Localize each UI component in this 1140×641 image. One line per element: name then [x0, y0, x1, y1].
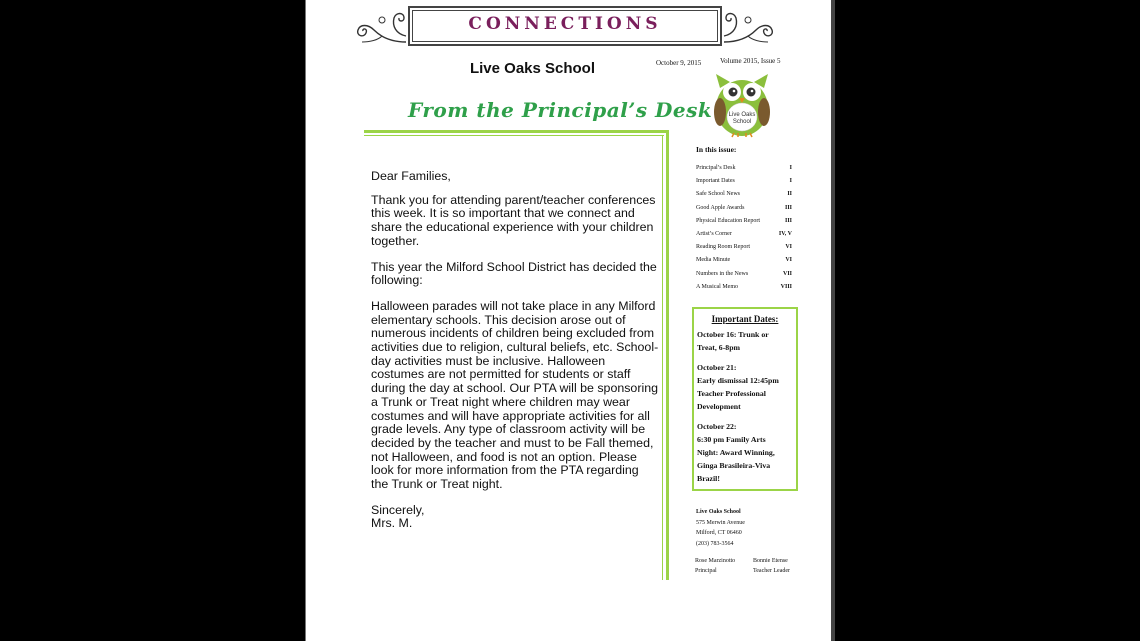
letter-signature: Mrs. M. — [371, 516, 413, 531]
toc-item[interactable] — [696, 191, 792, 204]
date-entry-line: October 22: — [697, 422, 737, 431]
principal-letter — [371, 170, 659, 531]
staff-role: Teacher Leader — [753, 568, 791, 574]
toc-item-page: VIII — [780, 283, 792, 290]
table-of-contents — [696, 165, 792, 297]
toc-item[interactable] — [696, 218, 792, 231]
issue-date: October 9, 2015 — [656, 59, 702, 67]
toc-item[interactable] — [696, 205, 792, 218]
green-rule-top-inner — [364, 135, 664, 136]
date-entry — [694, 361, 796, 413]
staff-entry-principal — [695, 556, 735, 576]
toc-item-label: Important Dates — [696, 178, 735, 185]
masthead-box — [408, 6, 722, 46]
owl-text-line1: Live Oaks — [728, 112, 756, 118]
toc-item-label: Artist’s Corner — [696, 230, 732, 237]
toc-item-page: VII — [782, 270, 792, 277]
owl-logo-icon — [708, 70, 776, 138]
address-name: Live Oaks School — [696, 509, 741, 515]
toc-item[interactable] — [696, 165, 792, 178]
green-rule-right — [666, 130, 669, 580]
date-entry-line: Night: Award Winning, — [697, 448, 775, 457]
toc-title: In this issue: — [696, 145, 737, 154]
letter-paragraph: Thank you for attending parent/teacher conferences this week. It is so important that we connect and share the educational experience with your children together. — [371, 192, 656, 248]
date-entry-line: Teacher Professional — [697, 389, 766, 398]
toc-item-page: I — [789, 165, 792, 171]
toc-item-label: Principal’s Desk — [696, 165, 736, 171]
address-phone: (203) 783-3564 — [696, 540, 734, 547]
date-entry-line: Development — [697, 402, 741, 411]
toc-item-page: VI — [785, 257, 792, 264]
date-entry-line: Treat, 6-8pm — [697, 343, 741, 352]
school-address — [696, 507, 745, 549]
section-title: From the Principal’s Desk — [408, 98, 713, 122]
staff-entry-teacher-leader — [753, 556, 790, 576]
toc-item-page: II — [787, 191, 792, 198]
toc-item-page: VI — [785, 244, 792, 251]
staff-name: Rose Marzinotto — [695, 558, 736, 564]
toc-item-label: Good Apple Awards — [696, 204, 745, 211]
toc-item-label: A Musical Memo — [696, 283, 738, 290]
toc-item-page: IV, V — [778, 230, 792, 237]
date-entry — [694, 328, 796, 354]
date-entry-line: Early dismissal 12:45pm — [697, 376, 779, 385]
toc-item-label: Numbers in the News — [696, 270, 749, 277]
toc-item[interactable] — [696, 231, 792, 244]
masthead-title: CONNECTIONS — [468, 14, 662, 34]
toc-item-page: III — [784, 217, 792, 224]
date-entry — [694, 420, 796, 485]
owl-text-line2: School — [732, 119, 752, 125]
toc-item-label: Safe School News — [696, 191, 740, 198]
left-flourish-ornament — [352, 6, 408, 46]
school-name: Live Oaks School — [469, 60, 596, 77]
toc-item-label: Reading Room Report — [696, 244, 750, 251]
green-rule-top — [364, 130, 669, 133]
letter-paragraph: This year the Milford School District has decided the following: — [371, 259, 657, 288]
date-entry-line: Brazil! — [697, 474, 720, 483]
letter-paragraph: Halloween parades will not take place in any Milford elementary schools. This decision arose out of numerous incidents of children being excluded from activities due to religion, cultural beliefs, etc. School-day activities must be inclusive. Halloween costumes are not permitted for students or staff during the day at school. Our PTA will be sponsoring a Trunk or Treat night where children may wear costumes and will have appropriate activities for all grade levels. Any type of classroom activity will be decided by the teacher and must to be Fall themed, not Halloween, and food is not an option. Please look for more information from the PTA regarding the Trunk or Treat night. — [371, 298, 659, 492]
issue-volume: Volume 2015, Issue 5 — [720, 57, 781, 65]
staff-role: Principal — [695, 568, 717, 574]
toc-item-page: III — [784, 204, 792, 211]
toc-item[interactable] — [696, 244, 792, 257]
important-dates-title: Important Dates: — [711, 314, 779, 324]
toc-item[interactable] — [696, 271, 792, 284]
date-entry-line: Ginga Brasileira-Viva — [697, 461, 771, 470]
page-edge-shadow — [831, 0, 835, 641]
letter-closing: Sincerely, — [371, 502, 425, 517]
letter-greeting: Dear Families, — [371, 169, 451, 183]
toc-item[interactable] — [696, 284, 792, 297]
toc-item-label: Media Minute — [696, 257, 731, 264]
address-street: 575 Merwin Avenue — [696, 519, 745, 526]
important-dates-box — [692, 307, 798, 491]
toc-item[interactable] — [696, 178, 792, 191]
date-entry-line: October 16: Trunk or — [697, 330, 769, 339]
toc-item-page: I — [789, 178, 792, 185]
address-city: Milford, CT 06460 — [696, 530, 742, 536]
green-rule-right-inner — [662, 135, 663, 580]
staff-name: Bonnie Etense — [753, 558, 788, 564]
toc-item-label: Physical Education Report — [696, 217, 760, 224]
right-flourish-ornament — [722, 6, 780, 46]
toc-item[interactable] — [696, 257, 792, 270]
date-entry-line: October 21: — [697, 363, 737, 372]
date-entry-line: 6:30 pm Family Arts — [697, 435, 766, 444]
